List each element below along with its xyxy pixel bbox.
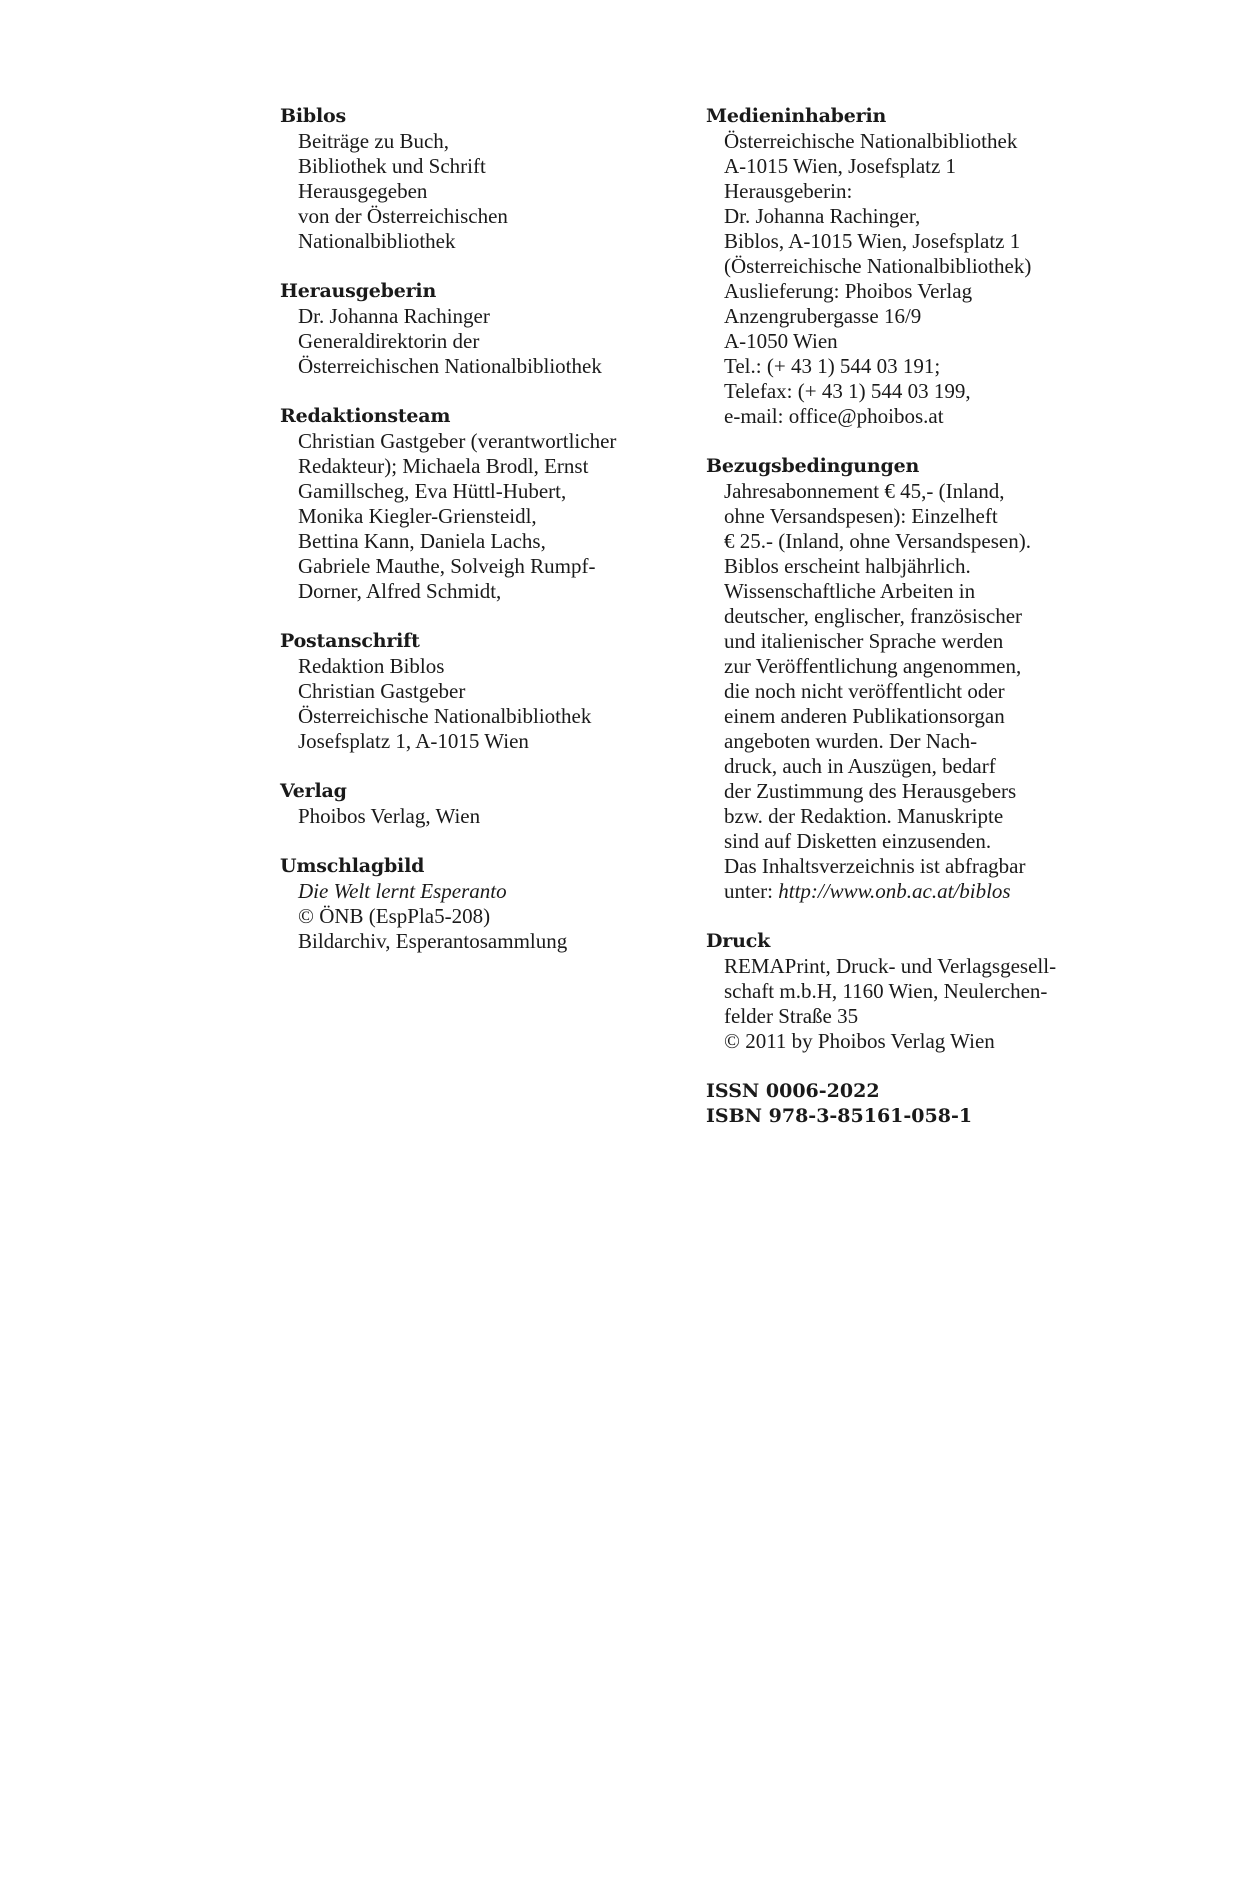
section-body [706, 129, 1126, 429]
text-line: (Österreichische Nationalbibliothek) [724, 254, 1032, 278]
text-line: druck, auch in Auszügen, bedarf [724, 754, 996, 778]
text-line: Dr. Johanna Rachinger [298, 304, 490, 328]
text-line: Gabriele Mauthe, Solveigh Rumpf- [298, 554, 596, 578]
text-line: felder Straße 35 [724, 1004, 859, 1028]
section-herausgeberin [280, 279, 680, 379]
text-line: Josefsplatz 1, A-1015 Wien [298, 729, 529, 753]
identifiers [706, 1079, 1126, 1129]
section-druck [706, 929, 1126, 1054]
text-line: deutscher, englischer, französischer [724, 604, 1023, 628]
text-line: Österreichischen Nationalbibliothek [298, 354, 602, 378]
text-line: © 2011 by Phoibos Verlag Wien [724, 1029, 995, 1053]
text-line: Bildarchiv, Esperantosammlung [298, 929, 568, 953]
section-postanschrift [280, 629, 680, 754]
text-line: e-mail: office@phoibos.at [724, 404, 944, 428]
text-line: Bibliothek und Schrift [298, 154, 486, 178]
text-line: von der Österreichischen [298, 204, 508, 228]
text-line: Jahresabonnement € 45,- (Inland, [724, 479, 1005, 503]
section-body [280, 304, 680, 379]
text-line: Christian Gastgeber [298, 679, 466, 703]
website-link[interactable]: http://www.onb.ac.at/biblos [778, 879, 1011, 903]
text-line: Auslieferung: Phoibos Verlag [724, 279, 973, 303]
text-line: Biblos, A-1015 Wien, Josefsplatz 1 [724, 229, 1021, 253]
section-body [280, 879, 680, 954]
text-line: Beiträge zu Buch, [298, 129, 450, 153]
text-line: sind auf Disketten einzusenden. [724, 829, 992, 853]
section-biblos [280, 104, 680, 254]
section-medieninhaberin [706, 104, 1126, 429]
text-line: Herausgegeben [298, 179, 428, 203]
url-prefix: unter: [724, 879, 779, 903]
section-redaktionsteam [280, 404, 680, 604]
text-line: Nationalbibliothek [298, 229, 456, 253]
text-line: REMAPrint, Druck- und Verlagsgesell- [724, 954, 1057, 978]
text-line: ohne Versandspesen): Einzelheft [724, 504, 998, 528]
section-verlag [280, 779, 680, 829]
text-line: © ÖNB (EspPla5-208) [298, 904, 491, 928]
text-line: und italienischer Sprache werden [724, 629, 1004, 653]
text-line: Biblos erscheint halbjährlich. [724, 554, 971, 578]
section-heading: Bezugsbedingungen [706, 455, 920, 477]
text-line: Monika Kiegler-Griensteidl, [298, 504, 537, 528]
section-heading: Druck [706, 930, 771, 952]
section-umschlagbild [280, 854, 680, 954]
text-line: Redaktion Biblos [298, 654, 445, 678]
isbn-number: ISBN 978-3-85161-058-1 [706, 1105, 973, 1127]
text-line: Dr. Johanna Rachinger, [724, 204, 921, 228]
text-line: Wissenschaftliche Arbeiten in [724, 579, 976, 603]
cover-title: Die Welt lernt Esperanto [298, 879, 507, 903]
text-line: Österreichische Nationalbibliothek [298, 704, 592, 728]
section-body [280, 129, 680, 254]
text-line: zur Veröffentlichung angenommen, [724, 654, 1022, 678]
section-body [706, 479, 1126, 904]
section-heading: Biblos [280, 105, 346, 127]
text-line: Phoibos Verlag, Wien [298, 804, 481, 828]
text-line: Redakteur); Michaela Brodl, Ernst [298, 454, 589, 478]
text-line: der Zustimmung des Herausgebers [724, 779, 1017, 803]
text-line: Anzengrubergasse 16/9 [724, 304, 922, 328]
section-heading: Medieninhaberin [706, 105, 887, 127]
section-heading: Verlag [280, 780, 347, 802]
text-line: Gamillscheg, Eva Hüttl-Hubert, [298, 479, 567, 503]
section-body [280, 429, 680, 604]
text-line: A-1050 Wien [724, 329, 838, 353]
text-line: einem anderen Publikationsorgan [724, 704, 1005, 728]
section-body [280, 804, 680, 829]
issn-number: ISSN 0006-2022 [706, 1080, 880, 1102]
section-body [280, 654, 680, 754]
text-line: Österreichische Nationalbibliothek [724, 129, 1018, 153]
section-body [706, 954, 1126, 1054]
right-column [706, 104, 1126, 1129]
text-line: Dorner, Alfred Schmidt, [298, 579, 502, 603]
text-line: schaft m.b.H, 1160 Wien, Neulerchen- [724, 979, 1048, 1003]
text-line: Telefax: (+ 43 1) 544 03 199, [724, 379, 971, 403]
url-line [724, 879, 1126, 904]
text-line: Christian Gastgeber (verantwortlicher [298, 429, 617, 453]
text-line: bzw. der Redaktion. Manuskripte [724, 804, 1004, 828]
left-column [280, 104, 680, 979]
text-line: € 25.- (Inland, ohne Versandspesen). [724, 529, 1031, 553]
text-line: angeboten wurden. Der Nach- [724, 729, 978, 753]
section-heading: Postanschrift [280, 630, 420, 652]
text-line: die noch nicht veröffentlicht oder [724, 679, 1005, 703]
section-heading: Umschlagbild [280, 855, 425, 877]
text-line: A-1015 Wien, Josefsplatz 1 [724, 154, 957, 178]
section-heading: Redaktionsteam [280, 405, 451, 427]
section-heading: Herausgeberin [280, 280, 437, 302]
text-line: Herausgeberin: [724, 179, 853, 203]
text-line: Generaldirektorin der [298, 329, 480, 353]
text-line: Tel.: (+ 43 1) 544 03 191; [724, 354, 941, 378]
section-bezugsbedingungen [706, 454, 1126, 904]
text-line: Das Inhaltsverzeichnis ist abfragbar [724, 854, 1026, 878]
text-line: Bettina Kann, Daniela Lachs, [298, 529, 546, 553]
